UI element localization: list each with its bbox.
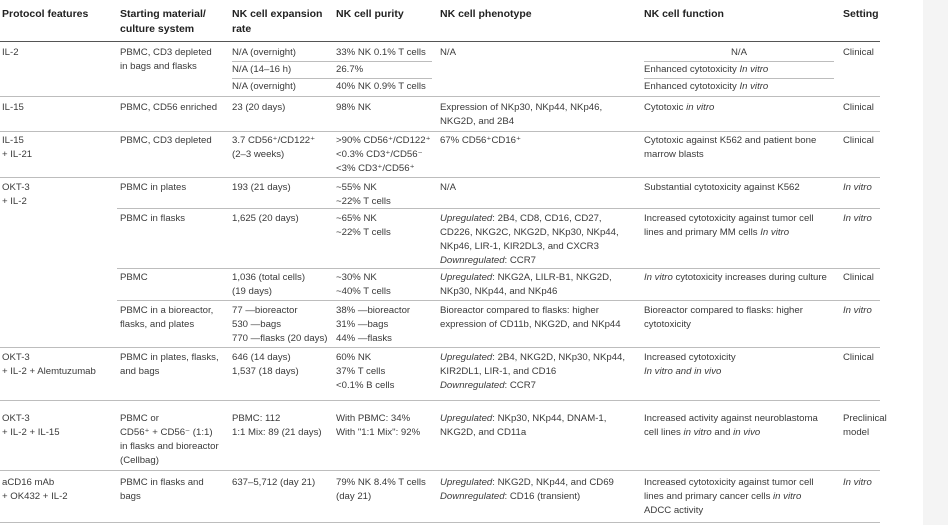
row-rule: [0, 470, 880, 471]
row-okt3-b-expansion: 1,625 (20 days): [232, 213, 299, 224]
row-il2-purity-c: 40% NK 0.9% T cells: [336, 81, 426, 92]
row-alem-purity-3: <0.1% B cells: [336, 380, 395, 391]
row-il2-protocol: IL-2: [2, 47, 19, 58]
subrow-rule: [644, 61, 834, 62]
row-acd16-setting: In vitro: [843, 477, 872, 488]
row-il2-material-2: in bags and flasks: [120, 61, 197, 72]
row-okt3-c-phenotype-2: NKp30, NKp44, and NKp46: [440, 286, 558, 297]
row-il2-phenotype: N/A: [440, 47, 456, 58]
row-okt3-a-function: Substantial cytotoxicity against K562: [644, 182, 800, 193]
row-alem-phenotype-3: Downregulated: CCR7: [440, 380, 536, 391]
row-okt3-a-material: PBMC in plates: [120, 182, 187, 193]
row-il15-purity: 98% NK: [336, 102, 372, 113]
row-il15-21-expansion-2: (2–3 weeks): [232, 149, 285, 160]
row-alem-phenotype-1: Upregulated: 2B4, NKG2D, NKp30, NKp44,: [440, 352, 626, 363]
row-okt3-d-phenotype-2: expression of CD11b, NKG2D, and NKp44: [440, 319, 621, 330]
row-okt3-c-expansion-1: 1,036 (total cells): [232, 272, 306, 283]
subrow-rule: [644, 78, 834, 79]
row-il15b-expansion-2: 1:1 Mix: 89 (21 days): [232, 427, 322, 438]
row-acd16-function-3: ADCC activity: [644, 505, 704, 516]
row-alem-function-1: Increased cytotoxicity: [644, 352, 736, 363]
row-il15b-purity-1: With PBMC: 34%: [336, 413, 411, 424]
row-okt3-b-phenotype-4: Downregulated: CCR7: [440, 255, 536, 266]
row-okt3-d-phenotype-1: Bioreactor compared to flasks: higher: [440, 305, 599, 316]
row-il15b-phenotype-2: NKG2D, and CD11a: [440, 427, 527, 438]
row-okt3-b-material: PBMC in flasks: [120, 213, 186, 224]
row-okt3-c-purity-2: ~40% T cells: [336, 286, 391, 297]
row-il15-21-expansion-1: 3.7 CD56⁺/CD122⁺: [232, 135, 316, 146]
header-starting-material: Starting material/: [120, 8, 206, 20]
row-il15-21-function-2: marrow blasts: [644, 149, 704, 160]
row-il15-21-purity-2: <0.3% CD3⁺/CD56⁻: [336, 149, 423, 160]
row-il15b-material-3: in flasks and bioreactor: [120, 441, 219, 452]
row-il15b-setting-2: model: [843, 427, 870, 438]
row-il15b-material-4: (Cellbag): [120, 455, 159, 466]
row-rule: [0, 96, 880, 97]
row-acd16-phenotype-1: Upregulated: NKG2D, NKp44, and CD69: [440, 477, 614, 488]
row-il15-phenotype-2: NKG2D, and 2B4: [440, 116, 515, 127]
row-il15-material: PBMC, CD56 enriched: [120, 102, 218, 113]
row-il15b-material-1: PBMC or: [120, 413, 159, 424]
header-setting: Setting: [843, 8, 879, 20]
row-okt3-b-phenotype-2: CD226, NKG2C, NKG2D, NKp30, NKp44,: [440, 227, 619, 238]
row-okt3-d-function-1: Bioreactor compared to flasks: higher: [644, 305, 803, 316]
header-expansion-rate-2: rate: [232, 23, 252, 35]
row-acd16-protocol-2: + OK432 + IL-2: [2, 491, 68, 502]
row-okt3-d-expansion-3: 770 —flasks (20 days): [232, 333, 328, 344]
row-il2-function-b: Enhanced cytotoxicity In vitro: [644, 64, 769, 75]
row-acd16-purity-2: (day 21): [336, 491, 372, 502]
row-okt3-c-phenotype-1: Upregulated: NKG2A, LILR-B1, NKG2D,: [440, 272, 612, 283]
subrow-rule: [117, 300, 880, 301]
row-okt3-protocol-2: + IL-2: [2, 196, 27, 207]
subrow-rule: [117, 208, 880, 209]
row-il2-function-c: Enhanced cytotoxicity In vitro: [644, 81, 769, 92]
subrow-rule: [232, 61, 432, 62]
row-il15-21-function-1: Cytotoxic against K562 and patient bone: [644, 135, 817, 146]
row-il15-21-purity-1: >90% CD56⁺/CD122⁺: [336, 135, 431, 146]
row-il15-phenotype-1: Expression of NKp30, NKp44, NKp46,: [440, 102, 603, 113]
row-il15b-expansion-1: PBMC: 112: [232, 413, 281, 424]
row-alem-purity-2: 37% T cells: [336, 366, 386, 377]
row-il2-purity-b: 26.7%: [336, 64, 364, 75]
row-okt3-a-purity-1: ~55% NK: [336, 182, 377, 193]
row-il15-21-protocol-2: + IL-21: [2, 149, 33, 160]
row-okt3-d-setting: In vitro: [843, 305, 872, 316]
row-alem-material-1: PBMC in plates, flasks,: [120, 352, 219, 363]
row-il15-protocol: IL-15: [2, 102, 24, 113]
row-okt3-c-purity-1: ~30% NK: [336, 272, 377, 283]
row-il15b-purity-2: With "1:1 Mix": 92%: [336, 427, 421, 438]
row-rule: [0, 347, 880, 348]
row-okt3-b-phenotype-1: Upregulated: 2B4, CD8, CD16, CD27,: [440, 213, 602, 224]
row-okt3-a-phenotype: N/A: [440, 182, 456, 193]
table-bottom-rule: [0, 522, 880, 523]
header-culture-system: culture system: [120, 23, 195, 35]
page-edge-strip: [923, 0, 948, 525]
row-okt3-d-material-1: PBMC in a bioreactor,: [120, 305, 214, 316]
row-acd16-phenotype-2: Downregulated: CD16 (transient): [440, 491, 581, 502]
row-okt3-c-material: PBMC: [120, 272, 148, 283]
row-okt3-d-material-2: flasks, and plates: [120, 319, 195, 330]
row-il15b-function-1: Increased activity against neuroblastoma: [644, 413, 818, 424]
row-alem-protocol-1: OKT-3: [2, 352, 30, 363]
row-il15-function: Cytotoxic in vitro: [644, 102, 715, 113]
row-il2-expansion-b: N/A (14–16 h): [232, 64, 292, 75]
row-alem-setting: Clinical: [843, 352, 874, 363]
row-il2-function-a: N/A: [731, 47, 747, 58]
row-okt3-b-function-1: Increased cytotoxicity against tumor cell: [644, 213, 814, 224]
row-alem-function-2: In vitro and in vivo: [644, 366, 722, 377]
row-okt3-b-purity-1: ~65% NK: [336, 213, 377, 224]
row-okt3-a-expansion: 193 (21 days): [232, 182, 291, 193]
header-rule: [0, 41, 880, 42]
row-il15b-function-2: cell lines in vitro and in vivo: [644, 427, 761, 438]
row-il15-21-material: PBMC, CD3 depleted: [120, 135, 212, 146]
header-purity: NK cell purity: [336, 8, 404, 20]
header-function: NK cell function: [644, 8, 724, 20]
row-okt3-b-setting: In vitro: [843, 213, 872, 224]
row-il15-21-setting: Clinical: [843, 135, 874, 146]
row-okt3-d-purity-2: 31% —bags: [336, 319, 389, 330]
row-okt3-c-setting: Clinical: [843, 272, 874, 283]
row-okt3-c-function: In vitro cytotoxicity increases during culture: [644, 272, 827, 283]
subrow-rule: [232, 78, 432, 79]
row-il15b-phenotype-1: Upregulated: NKp30, NKp44, DNAM-1,: [440, 413, 607, 424]
row-okt3-b-phenotype-3: NKp46, LIR-1, KIR2DL3, and CXCR3: [440, 241, 599, 252]
row-il15b-protocol-1: OKT-3: [2, 413, 30, 424]
row-alem-protocol-2: + IL-2 + Alemtuzumab: [2, 366, 96, 377]
row-okt3-protocol-1: OKT-3: [2, 182, 30, 193]
row-il15b-material-2: CD56⁺ + CD56⁻ (1:1): [120, 427, 213, 438]
row-il2-expansion-a: N/A (overnight): [232, 47, 296, 58]
row-acd16-expansion: 637–5,712 (day 21): [232, 477, 316, 488]
row-okt3-c-expansion-2: (19 days): [232, 286, 272, 297]
row-acd16-material-2: bags: [120, 491, 141, 502]
header-expansion-rate: NK cell expansion: [232, 8, 323, 20]
row-alem-phenotype-2: KIR2DL1, LIR-1, and CD16: [440, 366, 557, 377]
row-rule: [0, 177, 880, 178]
row-acd16-function-2: lines and primary cancer cells in vitro: [644, 491, 802, 502]
row-il15-setting: Clinical: [843, 102, 874, 113]
row-alem-expansion-2: 1,537 (18 days): [232, 366, 299, 377]
row-acd16-material-1: PBMC in flasks and: [120, 477, 204, 488]
row-okt3-b-function-2: lines and primary MM cells In vitro: [644, 227, 790, 238]
row-il15-21-phenotype: 67% CD56⁺CD16⁺: [440, 135, 522, 146]
row-acd16-purity-1: 79% NK 8.4% T cells: [336, 477, 426, 488]
row-il15b-protocol-2: + IL-2 + IL-15: [2, 427, 60, 438]
row-il15-21-protocol-1: IL-15: [2, 135, 24, 146]
row-il2-purity-a: 33% NK 0.1% T cells: [336, 47, 426, 58]
row-okt3-d-purity-3: 44% —flasks: [336, 333, 392, 344]
row-okt3-a-purity-2: ~22% T cells: [336, 196, 391, 207]
header-protocol-features: Protocol features: [2, 8, 89, 20]
row-il2-setting: Clinical: [843, 47, 874, 58]
row-okt3-b-purity-2: ~22% T cells: [336, 227, 391, 238]
row-il2-material-1: PBMC, CD3 depleted: [120, 47, 212, 58]
row-il15-expansion: 23 (20 days): [232, 102, 286, 113]
row-acd16-protocol-1: aCD16 mAb: [2, 477, 55, 488]
row-okt3-d-expansion-2: 530 —bags: [232, 319, 282, 330]
row-okt3-d-expansion-1: 77 —bioreactor: [232, 305, 298, 316]
row-il2-expansion-c: N/A (overnight): [232, 81, 296, 92]
subrow-rule: [117, 268, 880, 269]
row-okt3-d-purity-1: 38% —bioreactor: [336, 305, 411, 316]
row-okt3-a-setting: In vitro: [843, 182, 872, 193]
row-okt3-d-function-2: cytotoxicity: [644, 319, 691, 330]
row-il15b-setting-1: Preclinical: [843, 413, 887, 424]
row-alem-purity-1: 60% NK: [336, 352, 372, 363]
row-rule: [0, 400, 880, 401]
row-acd16-function-1: Increased cytotoxicity against tumor cell: [644, 477, 814, 488]
header-phenotype: NK cell phenotype: [440, 8, 532, 20]
row-alem-material-2: and bags: [120, 366, 160, 377]
row-alem-expansion-1: 646 (14 days): [232, 352, 291, 363]
row-il15-21-purity-3: <3% CD3⁺/CD56⁺: [336, 163, 415, 174]
row-rule: [0, 131, 880, 132]
